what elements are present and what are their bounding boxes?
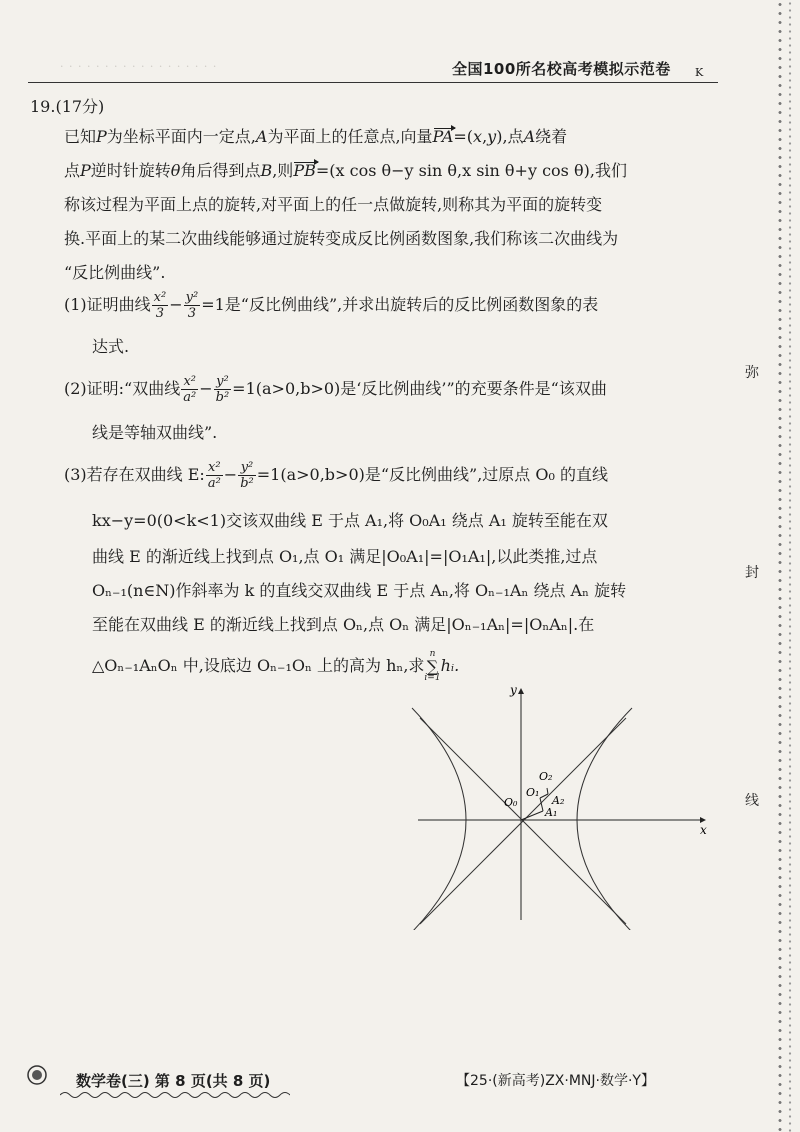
hyperbola-figure [400, 680, 720, 930]
rail-char-mi: 弥 [737, 358, 767, 388]
fraction-x2-over-a2: $\frac{\text{x²}}{\text{a²}}$ [183, 374, 197, 405]
hyperbola-right-branch [577, 708, 632, 930]
part3-line-2: kx−y=0(0<k<1)交该双曲线 E 于点 A₁,将 O₀A₁ 绕点 A₁ 旋转至能在双 [92, 511, 608, 530]
part3-line-6: △Oₙ₋₁AₙOₙ 中,设底边 Oₙ₋₁Oₙ 上的高为 hₙ,求 n ∑ i=1 hᵢ. [92, 649, 460, 683]
label-a2: A₂ [552, 794, 565, 807]
part3-line-3: 曲线 E 的渐近线上找到点 O₁,点 O₁ 满足|O₀A₁|=|O₁A₁|,以此类推,过点 [92, 547, 598, 566]
segment-a1-o1 [540, 798, 543, 811]
intro-line-4: 换.平面上的某二次曲线能够通过旋转变成反比例函数图象,我们称该二次曲线为 [64, 229, 619, 248]
fraction-y2-over-b2-e: $\frac{\text{y²}}{\text{b²}}$ [240, 460, 254, 491]
intro-line-5: “反比例曲线”. [64, 263, 166, 282]
intro-line-3: 称该过程为平面上点的旋转,对平面上的任一点做旋转,则称其为平面的旋转变 [64, 195, 603, 214]
header-mark: K [695, 66, 704, 79]
part1-line-1: (1)证明曲线 $\frac{\text{x²}}{3}$ − $\frac{\text{y²}}{3}$ =1是“反比例曲线”,并求出旋转后的反比例函数图象的表 [64, 290, 599, 321]
hyperbola-left-branch [412, 708, 466, 930]
rail-char-feng: 封 [737, 558, 767, 588]
footer-page-info: 数学卷(三) 第 8 页(共 8 页) [76, 1072, 271, 1090]
binding-rail-dots-2 [786, 0, 794, 1132]
part3-line-1: (3)若存在双曲线 E: $\frac{\text{x²}}{\text{a²}}$ − $\frac{\text{y²}}{\text{b²}}$ =1(a>0,b>0)是“反比例曲线”,过原点 O₀ 的直线 [64, 460, 609, 491]
intro-line-2: 点P逆时针旋转θ角后得到点B,则PB=(x cos θ−y sin θ,x sin θ+y cos θ),我们 [64, 161, 627, 180]
label-o0: O₀ [504, 796, 518, 809]
header-rule [28, 82, 718, 83]
fraction-y2-over-3: $\frac{\text{y²}}{3}$ [185, 290, 199, 321]
label-o2: O₂ [539, 770, 553, 783]
fraction-y2-over-b2: $\frac{\text{y²}}{\text{b²}}$ [215, 374, 230, 405]
part3-line-4: Oₙ₋₁(n∈N)作斜率为 k 的直线交双曲线 E 于点 Aₙ,将 Oₙ₋₁Aₙ 绕点 Aₙ 旋转 [92, 581, 627, 600]
x-axis-label: x [700, 823, 707, 837]
fraction-x2-over-3: $\frac{\text{x²}}{3}$ [153, 290, 167, 321]
question-number: 19.(17分) [30, 97, 105, 116]
binding-rail-dots [775, 0, 785, 1132]
part2-line-1: (2)证明:“双曲线 $\frac{\text{x²}}{\text{a²}}$ − $\frac{\text{y²}}{\text{b²}}$ =1(a>0,b>0)是‘反比例曲线’”的充要条件是“该双曲 [64, 374, 607, 405]
part2-line-2: 线是等轴双曲线”. [92, 423, 218, 442]
vector-pb: PB [293, 161, 316, 180]
label-a1: A₁ [545, 806, 558, 819]
y-axis-label: y [510, 683, 517, 697]
vector-pa: PA [432, 127, 454, 146]
part1-line-2: 达式. [92, 337, 130, 356]
footer-exam-code: 【25·(新高考)ZX·MNJ·数学·Y】 [456, 1073, 655, 1089]
footer-wave-decoration [60, 1090, 290, 1100]
fraction-x2-over-a2-e: $\frac{\text{x²}}{\text{a²}}$ [207, 460, 221, 491]
faint-background-text: · · · · · · · · · · · · · · · · · · [60, 60, 218, 73]
label-o1: O₁ [526, 786, 540, 799]
rail-char-xian: 线 [737, 786, 767, 816]
intro-line-1: 已知P为坐标平面内一定点,A为平面上的任意点,向量PA=(x,y),点A绕着 [64, 127, 568, 146]
part3-line-5: 至能在双曲线 E 的渐近线上找到点 Oₙ,点 Oₙ 满足|Oₙ₋₁Aₙ|=|OₙAₙ|.在 [92, 615, 595, 634]
segment-a2-o2 [547, 788, 548, 794]
summation: n ∑ i=1 [424, 649, 441, 683]
header-title: 全国100所名校高考模拟示范卷 [452, 60, 671, 78]
footer-logo-icon [26, 1064, 48, 1086]
y-axis-arrow [518, 688, 524, 694]
